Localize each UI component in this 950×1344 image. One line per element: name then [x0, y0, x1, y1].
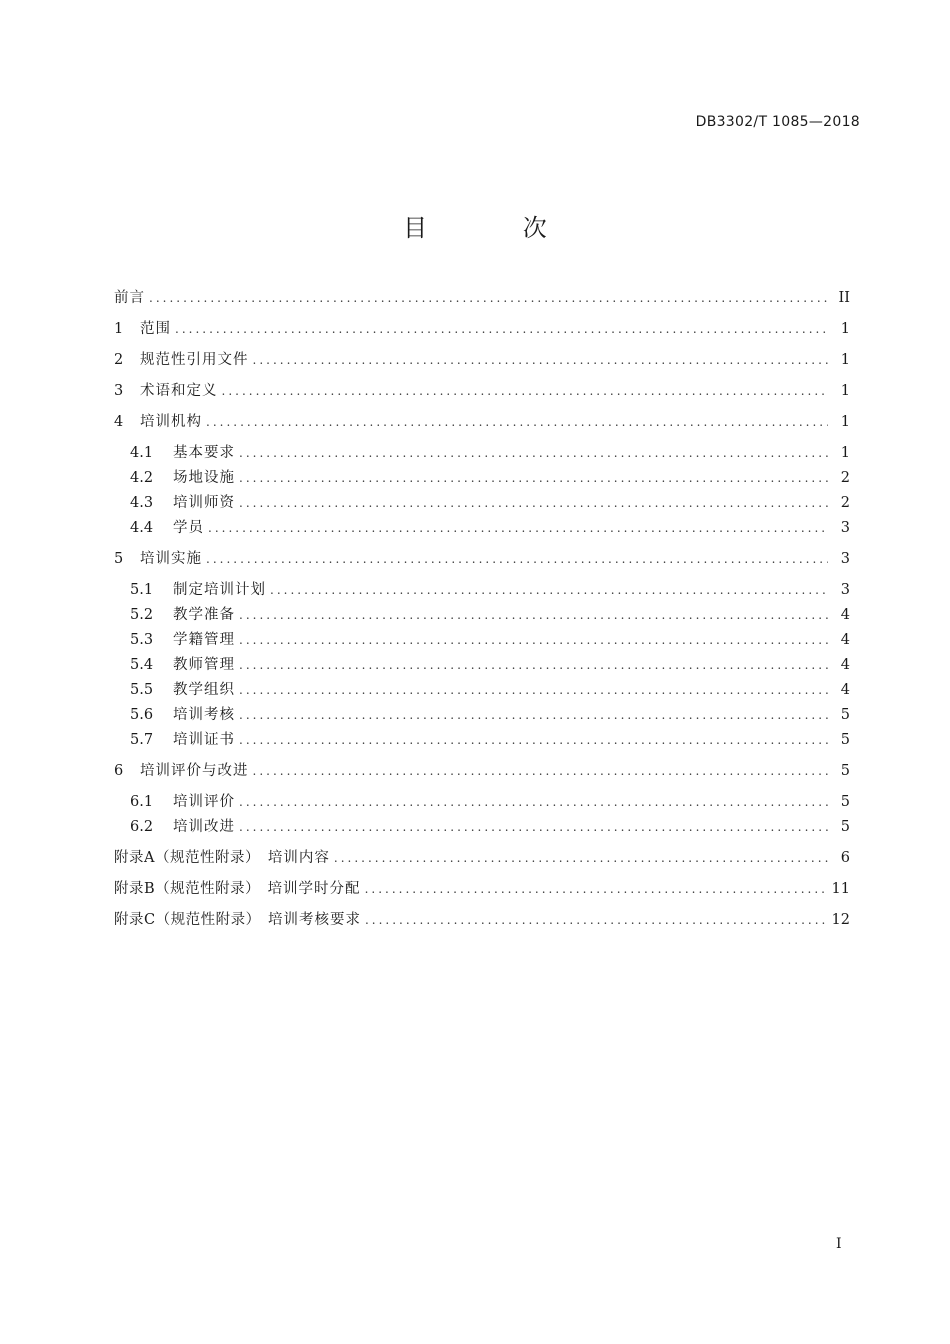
toc-entry-page: 1: [840, 445, 850, 461]
toc-entry-appendix-a[interactable]: [114, 848, 850, 868]
toc-entry-4-3[interactable]: [130, 493, 850, 513]
toc-entry-number: 5.6: [130, 707, 154, 723]
toc-leader: [222, 381, 829, 401]
toc-entry-label: 培训考核: [173, 707, 235, 723]
toc-entry-page: 2: [840, 470, 850, 486]
toc-entry-number: 4.1: [130, 445, 154, 461]
toc-leader: [270, 580, 828, 600]
toc-leader: [239, 468, 828, 488]
toc-entry-number: 5.4: [130, 657, 154, 673]
toc-entry-appendix-c[interactable]: [114, 910, 850, 930]
toc-entry-page: 3: [840, 520, 850, 536]
toc-entry-5-7[interactable]: [130, 730, 850, 750]
toc-entry-label: 培训师资: [173, 495, 235, 511]
toc-entry-5-5[interactable]: [130, 680, 850, 700]
toc-leader: [365, 910, 826, 930]
toc-leader: [365, 879, 826, 899]
toc-entry-label: 培训评价: [173, 794, 235, 810]
toc-entry-number: 2: [114, 352, 124, 368]
toc-entry-label: 教师管理: [173, 657, 235, 673]
toc-entry-page: II: [838, 290, 850, 306]
toc-entry-label: 基本要求: [173, 445, 235, 461]
toc-entry-page: 5: [840, 794, 850, 810]
toc-entry-number: 4.4: [130, 520, 154, 536]
toc-entry-6-1[interactable]: [130, 792, 850, 812]
toc-entry-6-2[interactable]: [130, 817, 850, 837]
toc-entry-page: 4: [840, 607, 850, 623]
toc-leader: [208, 518, 828, 538]
toc-leader: [206, 549, 828, 569]
toc-entry-page: 12: [831, 912, 850, 928]
footer-page-number: I: [836, 1236, 842, 1252]
toc-entry-page: 3: [840, 582, 850, 598]
toc-entry-page: 3: [840, 551, 850, 567]
toc-entry-number: 6.1: [130, 794, 154, 810]
toc-entry-5[interactable]: [114, 549, 850, 569]
toc-entry-5-3[interactable]: [130, 630, 850, 650]
toc-entry-label: 前言: [114, 290, 145, 306]
toc-appendix-prefix: 附录C（规范性附录）: [114, 912, 261, 928]
toc-entry-page: 2: [840, 495, 850, 511]
toc-entry-5-2[interactable]: [130, 605, 850, 625]
toc-entry-4-4[interactable]: [130, 518, 850, 538]
toc-entry-number: 5.3: [130, 632, 154, 648]
toc-entry-number: 5.7: [130, 732, 154, 748]
toc-leader: [239, 605, 828, 625]
toc-entry-label: 教学准备: [173, 607, 235, 623]
toc-entry-number: 4: [114, 414, 124, 430]
toc-entry-6[interactable]: [114, 761, 850, 781]
toc-entry-page: 1: [840, 414, 850, 430]
toc-entry-number: 4.2: [130, 470, 154, 486]
toc-leader: [239, 817, 828, 837]
toc-entry-page: 11: [831, 881, 850, 897]
toc-entry-label: 培训机构: [140, 414, 202, 430]
toc-leader: [175, 319, 828, 339]
toc-entry-page: 1: [840, 321, 850, 337]
toc-entry-3[interactable]: [114, 381, 850, 401]
toc-entry-label: 制定培训计划: [173, 582, 266, 598]
toc-entry-number: 3: [114, 383, 124, 399]
toc-entry-page: 4: [840, 682, 850, 698]
toc-leader: [239, 792, 828, 812]
toc-entry-5-4[interactable]: [130, 655, 850, 675]
toc-entry-page: 5: [840, 707, 850, 723]
toc-entry-number: 5.2: [130, 607, 154, 623]
toc-entry-number: 5: [114, 551, 124, 567]
toc-entry-page: 4: [840, 632, 850, 648]
toc-entry-4-2[interactable]: [130, 468, 850, 488]
toc-entry-number: 4.3: [130, 495, 154, 511]
toc-entry-page: 1: [840, 383, 850, 399]
toc-leader: [239, 443, 828, 463]
toc-entry-5-6[interactable]: [130, 705, 850, 725]
toc-entry-label: 范围: [140, 321, 171, 337]
toc-entry-label: 学籍管理: [173, 632, 235, 648]
toc-entry-label: 学员: [173, 520, 204, 536]
toc-entry-label: 培训学时分配: [267, 881, 361, 897]
toc-entry-label: 术语和定义: [140, 383, 218, 399]
toc-entry-2[interactable]: [114, 350, 850, 370]
toc-entry-number: 1: [114, 321, 124, 337]
toc-leader: [149, 288, 828, 308]
toc-entry-page: 5: [840, 819, 850, 835]
toc-entry-number: 5.5: [130, 682, 154, 698]
toc-entry-label: 培训考核要求: [267, 912, 361, 928]
toc-leader: [206, 412, 828, 432]
toc-entry-foreword[interactable]: [114, 288, 850, 308]
toc-entry-number: 5.1: [130, 582, 154, 598]
toc-leader: [239, 630, 828, 650]
toc-leader: [239, 705, 828, 725]
toc-leader: [239, 680, 828, 700]
toc-entry-1[interactable]: [114, 319, 850, 339]
toc-entry-label: 培训评价与改进: [140, 763, 249, 779]
toc-leader: [239, 493, 828, 513]
toc-appendix-prefix: 附录B（规范性附录）: [114, 881, 261, 897]
toc-entry-number: 6: [114, 763, 124, 779]
toc-entry-page: 5: [840, 763, 850, 779]
toc-entry-label: 培训改进: [173, 819, 235, 835]
toc-entry-label: 教学组织: [173, 682, 235, 698]
toc-entry-label: 场地设施: [173, 470, 235, 486]
doc-code: DB3302/T 1085—2018: [695, 114, 860, 130]
toc-entry-page: 5: [840, 732, 850, 748]
page-title: 目 次: [403, 214, 591, 242]
toc-entry-4-1[interactable]: [130, 443, 850, 463]
toc-leader: [239, 655, 828, 675]
toc-entry-appendix-b[interactable]: [114, 879, 850, 899]
toc-entry-5-1[interactable]: [130, 580, 850, 600]
toc-entry-label: 培训实施: [140, 551, 202, 567]
toc-entry-page: 6: [840, 850, 850, 866]
toc-entry-label: 培训证书: [173, 732, 235, 748]
toc-leader: [253, 761, 829, 781]
toc-entry-4[interactable]: [114, 412, 850, 432]
toc-leader: [239, 730, 828, 750]
toc-appendix-prefix: 附录A（规范性附录）: [114, 850, 260, 866]
toc-leader: [334, 848, 828, 868]
toc-entry-label: 培训内容: [267, 850, 330, 866]
toc-entry-page: 4: [840, 657, 850, 673]
toc-entry-page: 1: [840, 352, 850, 368]
toc-entry-label: 规范性引用文件: [140, 352, 249, 368]
toc-entry-number: 6.2: [130, 819, 154, 835]
toc-leader: [253, 350, 829, 370]
